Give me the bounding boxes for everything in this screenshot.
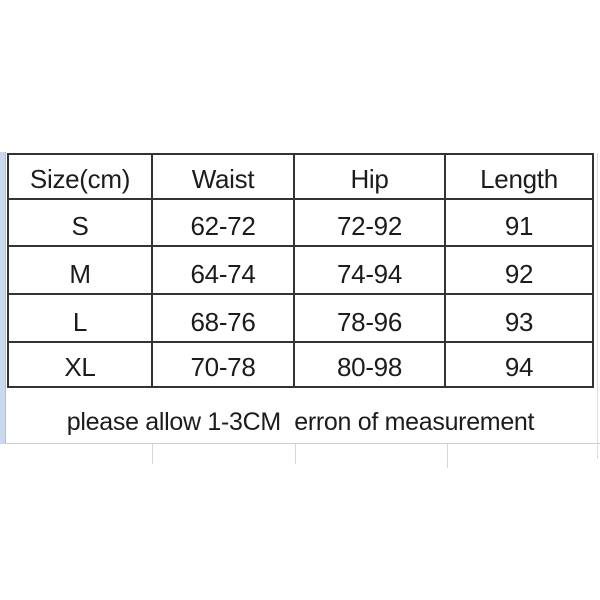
faint-gridline-right	[597, 153, 598, 459]
waist-value-cell: 62-72	[153, 200, 293, 245]
hip-value-cell: 72-92	[295, 200, 444, 245]
hip-value-cell: 78-96	[295, 295, 444, 341]
hip-value-cell: 74-94	[295, 247, 444, 293]
column-header-hip: Hip	[295, 155, 444, 198]
faint-gridline-bottom	[4, 443, 600, 444]
size-label-cell: S	[9, 200, 151, 245]
waist-value-cell: 64-74	[153, 247, 293, 293]
hip-value-cell: 80-98	[295, 343, 444, 386]
waist-value-cell: 68-76	[153, 295, 293, 341]
column-header-waist: Waist	[153, 155, 293, 198]
size-label-cell: M	[9, 247, 151, 293]
size-label-cell: XL	[9, 343, 151, 386]
length-value-cell: 92	[446, 247, 592, 293]
column-header-size: Size(cm)	[9, 155, 151, 198]
faint-gridline-stub	[152, 443, 153, 464]
length-value-cell: 93	[446, 295, 592, 341]
faint-gridline-stub	[295, 443, 296, 464]
spreadsheet-edge-strip	[0, 152, 6, 444]
size-label-cell: L	[9, 295, 151, 341]
size-chart-table	[7, 153, 594, 388]
waist-value-cell: 70-78	[153, 343, 293, 386]
column-header-length: Length	[446, 155, 592, 198]
faint-gridline-stub	[447, 443, 448, 468]
length-value-cell: 91	[446, 200, 592, 245]
measurement-note: please allow 1-3CM erron of measurement	[66, 408, 535, 436]
length-value-cell: 94	[446, 343, 592, 386]
